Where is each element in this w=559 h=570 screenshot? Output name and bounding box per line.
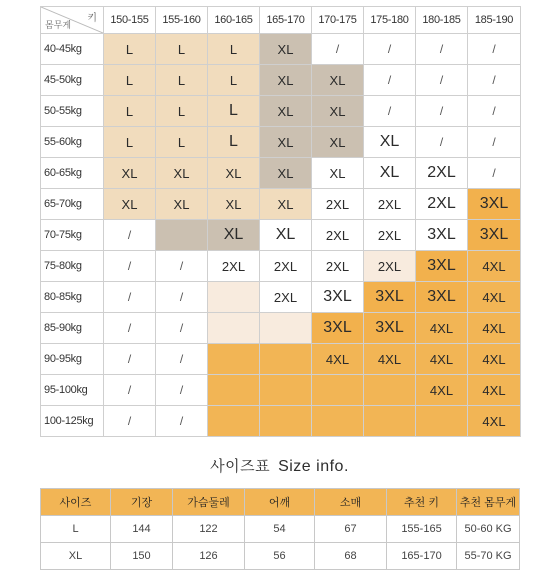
size-cell: /	[156, 406, 208, 437]
size-cell: /	[468, 96, 521, 127]
size-cell: /	[416, 127, 468, 158]
size-cell: XL	[156, 189, 208, 220]
size-cell: 2XL	[260, 282, 312, 313]
spec-row	[41, 543, 520, 570]
spec-cell: 155-165	[387, 516, 457, 543]
size-cell: 3XL	[416, 220, 468, 251]
size-cell: /	[156, 251, 208, 282]
size-cell: /	[468, 65, 521, 96]
size-cell: XL	[260, 220, 312, 251]
size-cell	[260, 313, 312, 344]
size-cell: L	[156, 96, 208, 127]
height-header: 165-170	[260, 7, 312, 34]
spec-column-header: 추천 몸무게	[457, 489, 520, 516]
grid-row	[41, 34, 521, 65]
spec-cell: XL	[41, 543, 111, 570]
size-cell: L	[104, 96, 156, 127]
size-cell: L	[208, 65, 260, 96]
spec-cell: 68	[315, 543, 387, 570]
spec-cell: 55-70 KG	[457, 543, 520, 570]
size-cell: L	[208, 34, 260, 65]
size-cell: L	[104, 127, 156, 158]
size-cell: 2XL	[208, 251, 260, 282]
size-cell: 4XL	[364, 344, 416, 375]
grid-header-row	[41, 7, 521, 34]
grid-row	[41, 344, 521, 375]
weight-header: 45-50kg	[41, 65, 104, 96]
size-cell: /	[468, 158, 521, 189]
size-cell: XL	[260, 189, 312, 220]
size-cell: /	[364, 65, 416, 96]
weight-header: 95-100kg	[41, 375, 104, 406]
size-cell: /	[364, 96, 416, 127]
size-cell: 2XL	[312, 220, 364, 251]
spec-cell: 67	[315, 516, 387, 543]
spec-cell: 54	[245, 516, 315, 543]
height-header: 175-180	[364, 7, 416, 34]
size-recommendation-grid	[40, 6, 521, 437]
weight-header: 55-60kg	[41, 127, 104, 158]
size-cell: 3XL	[364, 313, 416, 344]
size-cell: 2XL	[416, 158, 468, 189]
size-cell: 2XL	[312, 251, 364, 282]
grid-row	[41, 65, 521, 96]
size-cell: 4XL	[468, 375, 521, 406]
spec-cell: 50-60 KG	[457, 516, 520, 543]
size-cell: XL	[260, 96, 312, 127]
height-header: 180-185	[416, 7, 468, 34]
weight-header: 70-75kg	[41, 220, 104, 251]
spec-cell: 150	[111, 543, 173, 570]
height-header: 150-155	[104, 7, 156, 34]
size-cell: XL	[208, 189, 260, 220]
weight-header: 60-65kg	[41, 158, 104, 189]
size-cell: 2XL	[416, 189, 468, 220]
size-cell	[260, 406, 312, 437]
size-info-title-ko: 사이즈표	[210, 458, 271, 475]
grid-row	[41, 127, 521, 158]
spec-cell: 144	[111, 516, 173, 543]
size-cell	[208, 406, 260, 437]
size-cell	[260, 375, 312, 406]
spec-cell: 126	[173, 543, 245, 570]
size-cell: XL	[312, 127, 364, 158]
spec-row	[41, 516, 520, 543]
size-cell: 2XL	[364, 220, 416, 251]
size-cell: /	[416, 34, 468, 65]
size-cell: /	[416, 65, 468, 96]
size-cell: 4XL	[416, 344, 468, 375]
grid-corner-cell	[41, 7, 104, 34]
grid-row	[41, 96, 521, 127]
grid-row	[41, 313, 521, 344]
height-header: 155-160	[156, 7, 208, 34]
grid-row	[41, 189, 521, 220]
size-cell: /	[104, 220, 156, 251]
weight-axis-label: 몸무게	[45, 20, 72, 30]
size-cell: XL	[260, 65, 312, 96]
size-cell: 4XL	[416, 313, 468, 344]
size-cell: 2XL	[364, 251, 416, 282]
spec-column-header: 사이즈	[41, 489, 111, 516]
size-cell: /	[156, 344, 208, 375]
size-cell: 4XL	[468, 313, 521, 344]
size-cell: 4XL	[468, 344, 521, 375]
size-cell: /	[156, 282, 208, 313]
weight-header: 100-125kg	[41, 406, 104, 437]
size-cell	[156, 220, 208, 251]
size-cell: 4XL	[468, 282, 521, 313]
spec-column-header: 기장	[111, 489, 173, 516]
size-cell	[260, 344, 312, 375]
weight-header: 90-95kg	[41, 344, 104, 375]
size-cell: XL	[104, 189, 156, 220]
size-cell: XL	[260, 127, 312, 158]
size-cell	[208, 282, 260, 313]
size-cell: 4XL	[312, 344, 364, 375]
size-cell	[364, 375, 416, 406]
size-cell: /	[104, 406, 156, 437]
height-header: 170-175	[312, 7, 364, 34]
size-cell: XL	[364, 127, 416, 158]
size-cell: 3XL	[312, 313, 364, 344]
size-cell	[416, 406, 468, 437]
size-cell: /	[104, 282, 156, 313]
size-cell: L	[104, 34, 156, 65]
weight-header: 65-70kg	[41, 189, 104, 220]
spec-column-header: 어깨	[245, 489, 315, 516]
size-cell: XL	[312, 158, 364, 189]
size-cell	[208, 375, 260, 406]
size-cell: XL	[260, 158, 312, 189]
size-cell: XL	[312, 96, 364, 127]
size-cell	[208, 313, 260, 344]
grid-row	[41, 375, 521, 406]
size-cell: 3XL	[468, 220, 521, 251]
spec-cell: 56	[245, 543, 315, 570]
grid-row	[41, 282, 521, 313]
size-cell: /	[156, 375, 208, 406]
spec-cell: 165-170	[387, 543, 457, 570]
size-cell: XL	[364, 158, 416, 189]
size-cell: XL	[156, 158, 208, 189]
size-cell: /	[468, 34, 521, 65]
size-cell: 2XL	[312, 189, 364, 220]
size-cell: /	[104, 313, 156, 344]
weight-header: 80-85kg	[41, 282, 104, 313]
grid-row	[41, 220, 521, 251]
height-axis-label: 키	[87, 13, 97, 24]
size-cell: L	[156, 34, 208, 65]
size-cell: 3XL	[312, 282, 364, 313]
size-cell: /	[416, 96, 468, 127]
size-cell: L	[156, 65, 208, 96]
size-info-title	[0, 455, 559, 476]
size-cell: 3XL	[416, 251, 468, 282]
size-cell: L	[208, 127, 260, 158]
size-cell: /	[156, 313, 208, 344]
spec-column-header: 가슴둘레	[173, 489, 245, 516]
size-cell	[364, 406, 416, 437]
size-info-title-en: Size info.	[278, 458, 349, 475]
size-cell: 4XL	[468, 406, 521, 437]
size-cell: 4XL	[416, 375, 468, 406]
size-cell	[312, 375, 364, 406]
size-cell: 3XL	[468, 189, 521, 220]
spec-header-row	[41, 489, 520, 516]
size-cell: 2XL	[364, 189, 416, 220]
size-cell: 4XL	[468, 251, 521, 282]
grid-row	[41, 406, 521, 437]
spec-cell: L	[41, 516, 111, 543]
size-cell: XL	[260, 34, 312, 65]
weight-header: 40-45kg	[41, 34, 104, 65]
size-cell: XL	[104, 158, 156, 189]
size-cell: 3XL	[416, 282, 468, 313]
weight-header: 75-80kg	[41, 251, 104, 282]
grid-row	[41, 158, 521, 189]
size-cell: L	[208, 96, 260, 127]
size-cell: XL	[208, 220, 260, 251]
size-cell: 3XL	[364, 282, 416, 313]
size-cell	[312, 406, 364, 437]
size-cell: 2XL	[260, 251, 312, 282]
size-cell: L	[104, 65, 156, 96]
size-cell	[208, 344, 260, 375]
size-cell: /	[104, 344, 156, 375]
spec-column-header: 소매	[315, 489, 387, 516]
spec-cell: 122	[173, 516, 245, 543]
size-cell: /	[104, 251, 156, 282]
size-cell: XL	[208, 158, 260, 189]
size-cell: XL	[312, 65, 364, 96]
height-header: 185-190	[468, 7, 521, 34]
height-header: 160-165	[208, 7, 260, 34]
size-spec-table	[40, 488, 520, 570]
size-cell: /	[468, 127, 521, 158]
size-cell: /	[312, 34, 364, 65]
size-cell: L	[156, 127, 208, 158]
size-cell: /	[364, 34, 416, 65]
weight-header: 50-55kg	[41, 96, 104, 127]
size-cell: /	[104, 375, 156, 406]
weight-header: 85-90kg	[41, 313, 104, 344]
grid-row	[41, 251, 521, 282]
spec-column-header: 추천 키	[387, 489, 457, 516]
